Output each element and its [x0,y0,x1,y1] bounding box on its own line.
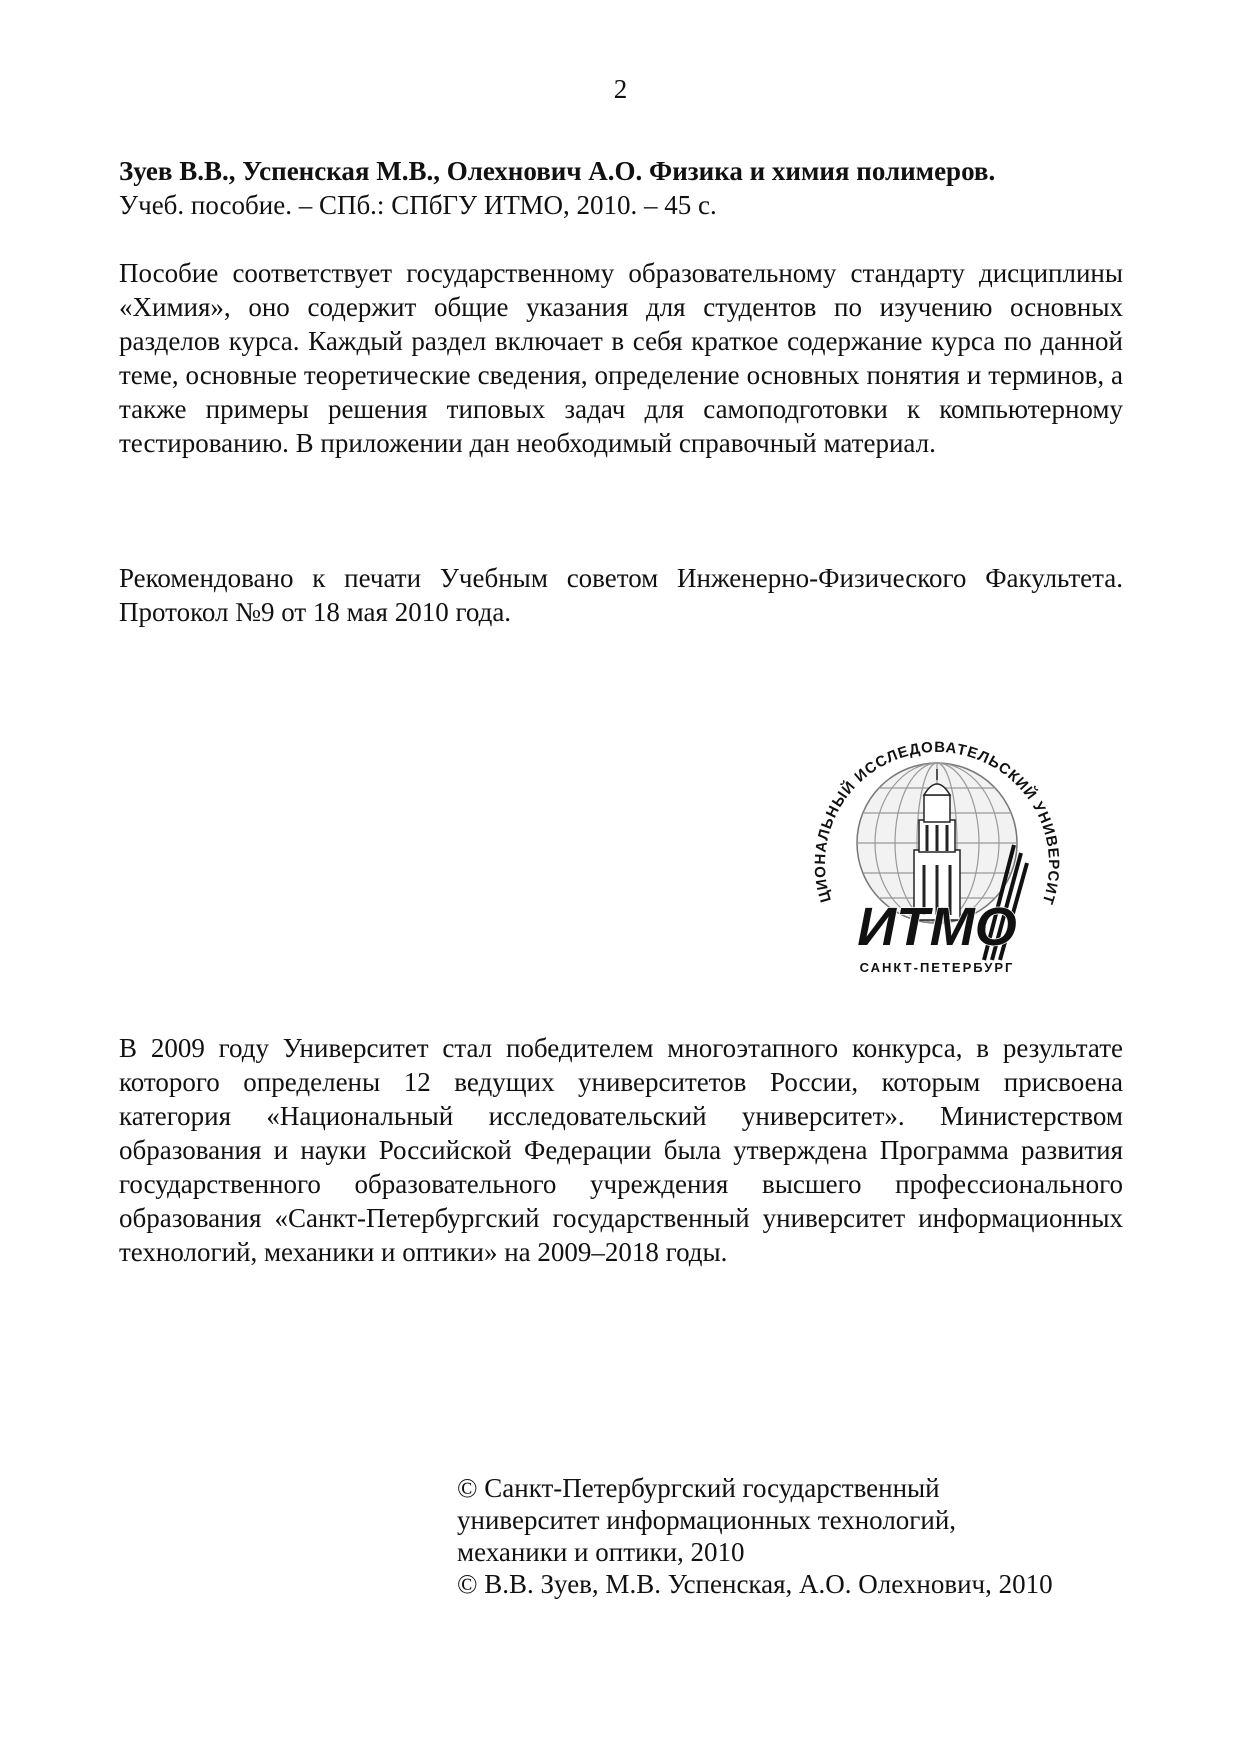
itmo-logo [806,725,1076,985]
abstract-paragraph: Пособие соответствует государственному образовательному стандарту дисциплины «Химия», оно содержит общие указания для студентов по изучению основных разделов курса. Каждый раздел включает в себя краткое содержание курса по данной теме, основные теоретические сведения, определение основных понятия и терминов, а также примеры решения типовых задач для самоподготовки к компьютерному тестированию. В приложении дан необходимый справочный материал. [119,258,1123,458]
copyright-block [457,1472,1137,1600]
award-paragraph: В 2009 году Университет стал победителем многоэтапного конкурса, в результате которого определены 12 ведущих университетов России, которым присвоена категория «Национальный исследовательский университет». Министерством образования и науки Российской Федерации была утверждена Программа развития государственного образовательного учреждения высшего профессионального образования «Санкт-Петербургский государственный университет информационных технологий, механики и оптики» на 2009–2018 годы. [119,1033,1123,1267]
citation [119,154,1123,222]
copyright-line: механики и оптики, 2010 [457,1537,745,1567]
logo-name: ИТМО [857,897,1017,957]
citation-publication: Учеб. пособие. – СПб.: СПбГУ ИТМО, 2010. – 45 с. [119,190,717,220]
copyright-line: © Санкт-Петербургский государственный [457,1473,940,1503]
recommendation-paragraph: Рекомендовано к печати Учебным советом Инженерно-Физического Факультета. Протокол №9 от 18 мая 2010 года. [119,563,1123,627]
citation-authors-title: Зуев В.В., Успенская М.В., Олехнович А.О. Физика и химия полимеров. [119,156,996,186]
itmo-logo-graphic [806,725,1076,985]
copyright-line: университет информационных технологий, [457,1505,957,1535]
logo-city: САНКТ-ПЕТЕРБУРГ [859,960,1015,975]
page-number: 2 [613,74,628,104]
logo-arc-text: ЦИОНАЛЬНЫЙ ИССЛЕДОВАТЕЛЬСКИЙ УНИВЕРСИТ [811,738,1063,907]
copyright-line: © В.В. Зуев, М.В. Успенская, А.О. Олехнович, 2010 [457,1569,1053,1599]
